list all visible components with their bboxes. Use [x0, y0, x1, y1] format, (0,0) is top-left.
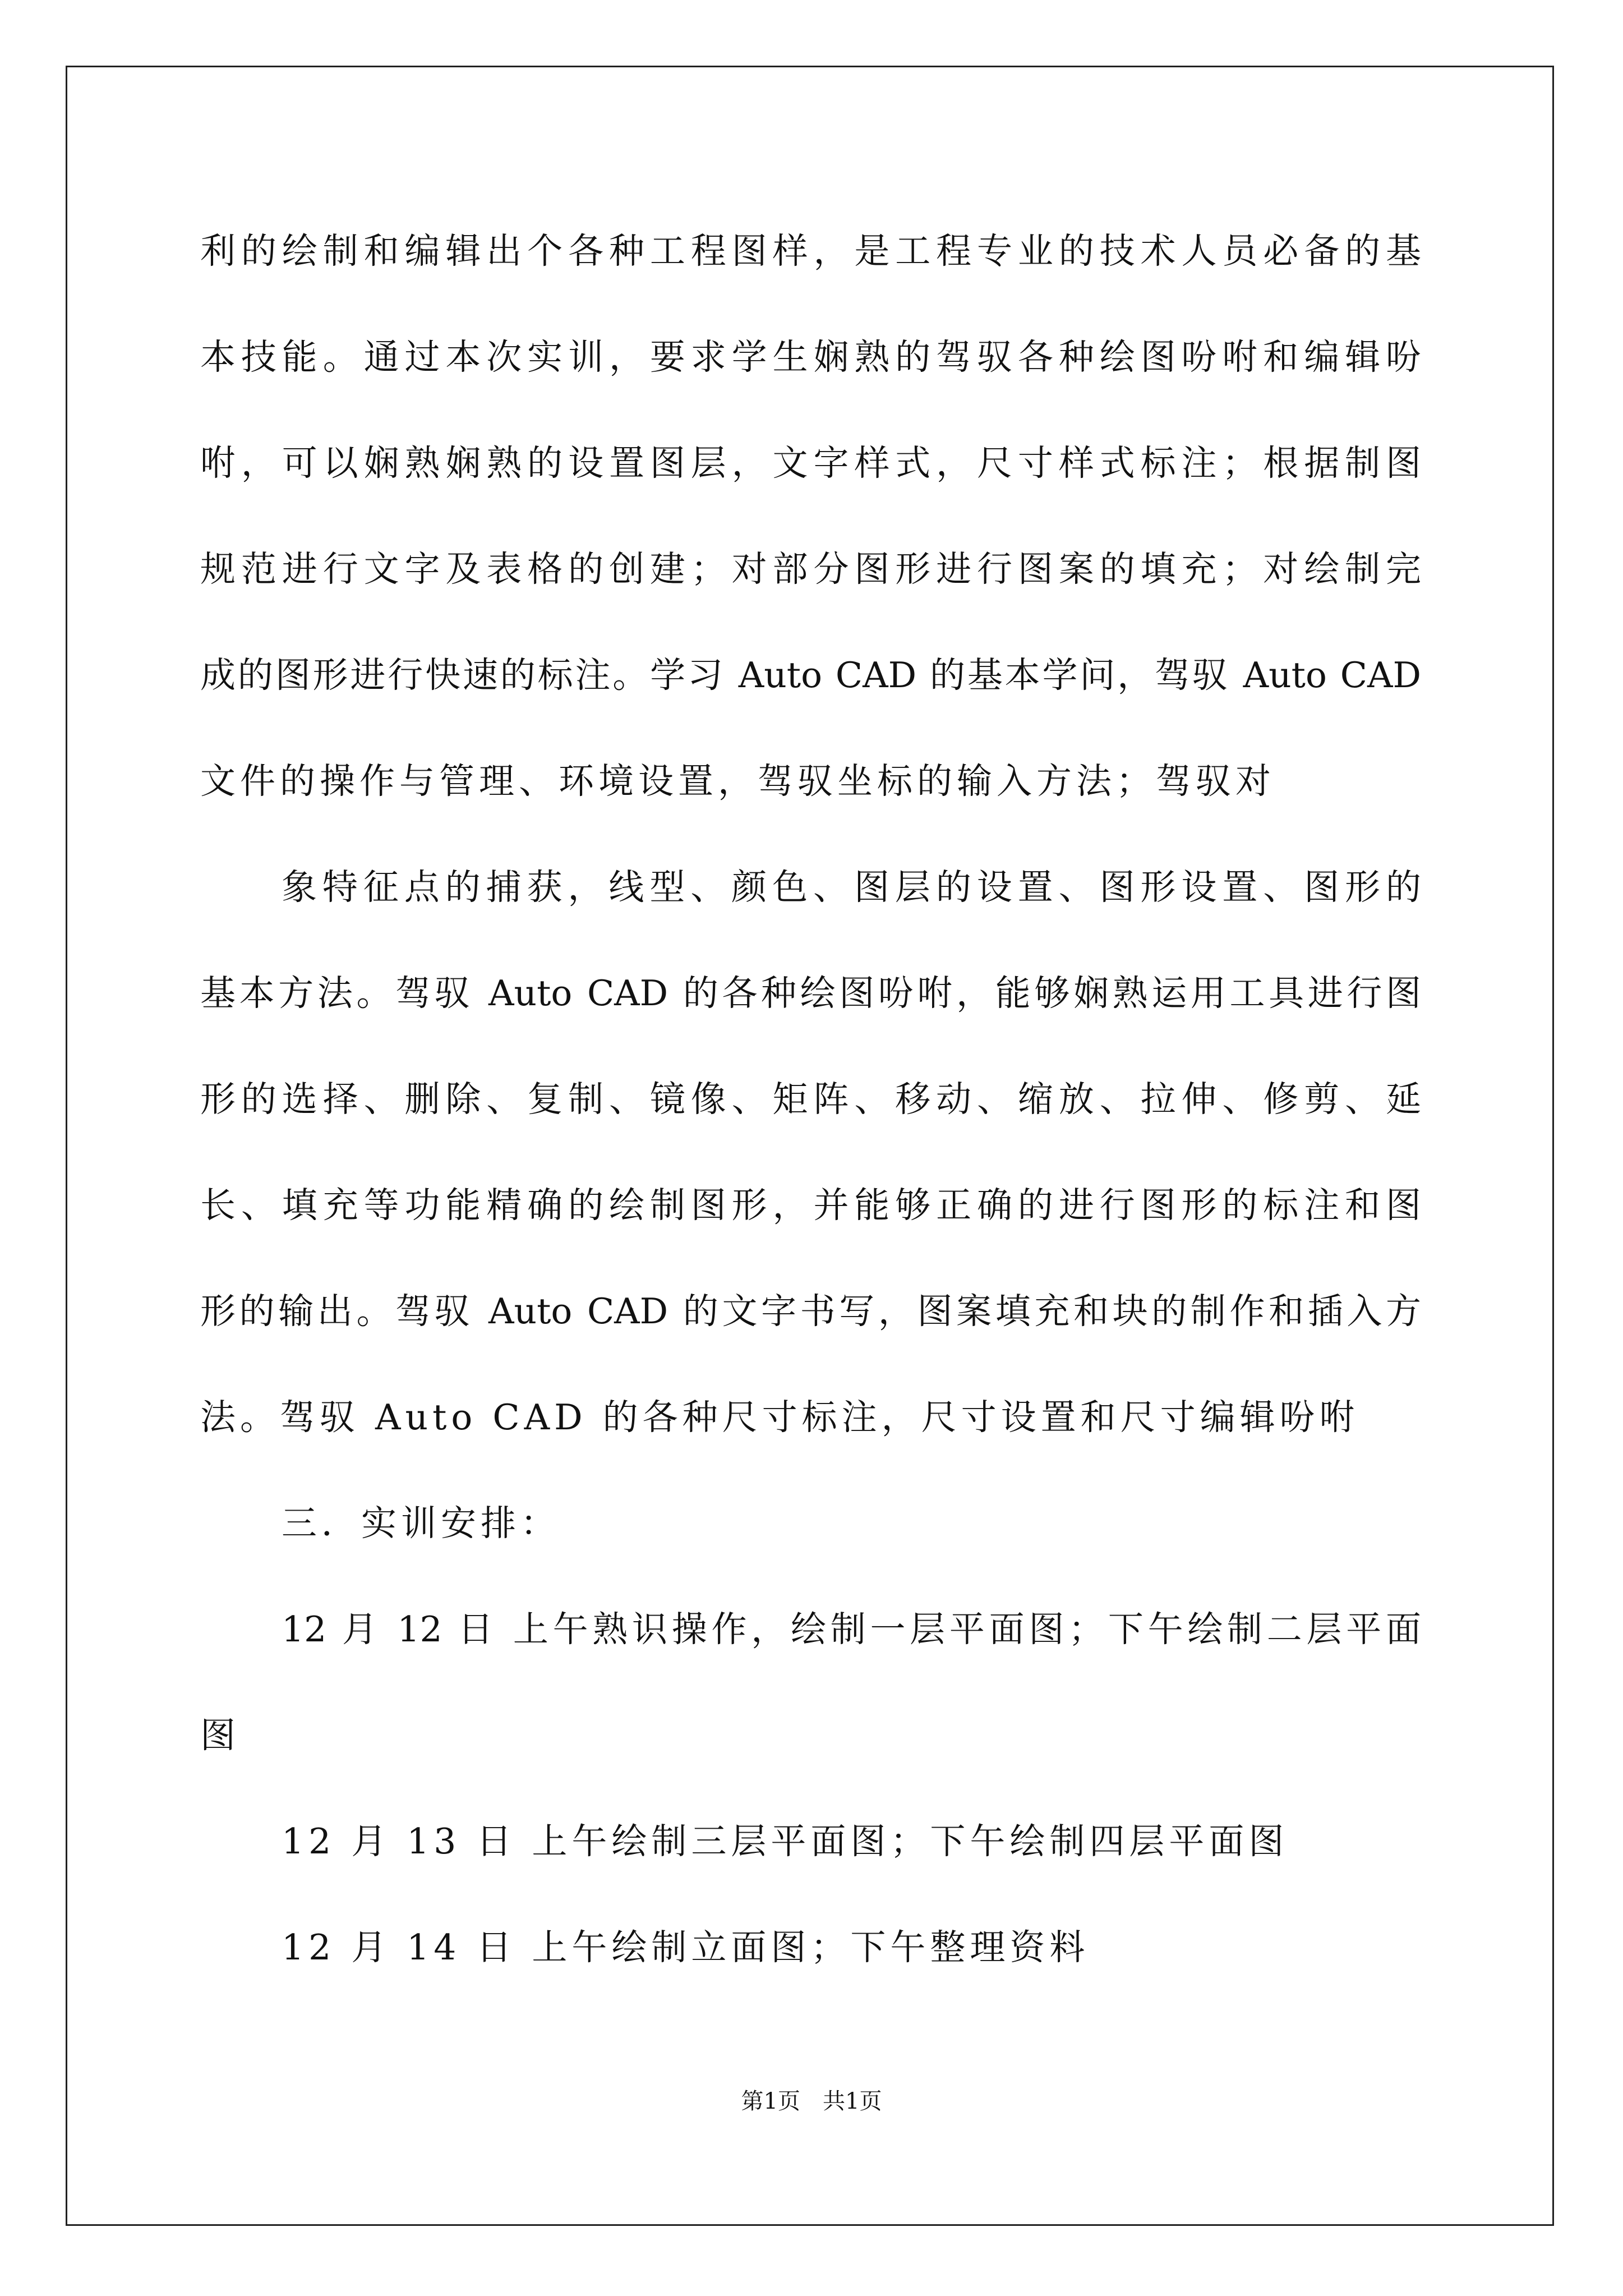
text-line: 成的图形进行快速的标注。学习 Auto CAD 的基本学问，驾驭 Auto CAD: [200, 655, 1421, 696]
text-line: 本技能。通过本次实训，要求学生娴熟的驾驭各种绘图吩咐和编辑吩: [200, 337, 1421, 378]
schedule-line: 12 月 13 日 上午绘制三层平面图；下午绘制四层平面图: [282, 1821, 1289, 1862]
text-line: 文件的操作与管理、环境设置，驾驭坐标的输入方法；驾驭对: [200, 761, 1275, 802]
text-line: 法。驾驭 Auto CAD 的各种尺寸标注，尺寸设置和尺寸编辑吩咐: [200, 1397, 1359, 1438]
document-body: [200, 198, 1421, 2000]
text-line: 长、填充等功能精确的绘制图形，并能够正确的进行图形的标注和图: [200, 1185, 1421, 1226]
text-line: 咐，可以娴熟娴熟的设置图层，文字样式，尺寸样式标注；根据制图: [200, 443, 1421, 484]
page-footer: 第1页 共1页: [741, 2088, 882, 2114]
schedule-line-continuation: 图: [200, 1715, 240, 1756]
text-line: 象特征点的捕获，线型、颜色、图层的设置、图形设置、图形的: [282, 867, 1421, 908]
schedule-line: 12 月 14 日 上午绘制立面图；下午整理资料: [282, 1927, 1090, 1968]
text-line: 基本方法。驾驭 Auto CAD 的各种绘图吩咐，能够娴熟运用工具进行图: [200, 973, 1421, 1014]
text-line: 规范进行文字及表格的创建；对部分图形进行图案的填充；对绘制完: [200, 549, 1421, 590]
text-line: 利的绘制和编辑出个各种工程图样，是工程专业的技术人员必备的基: [200, 231, 1421, 272]
schedule-line: 12 月 12 日 上午熟识操作，绘制一层平面图；下午绘制二层平面: [282, 1609, 1421, 1650]
text-line: 形的输出。驾驭 Auto CAD 的文字书写，图案填充和块的制作和插入方: [200, 1291, 1421, 1332]
text-line: 形的选择、删除、复制、镜像、矩阵、移动、缩放、拉伸、修剪、延: [200, 1079, 1421, 1120]
section-heading: 三．实训安排：: [282, 1503, 560, 1544]
